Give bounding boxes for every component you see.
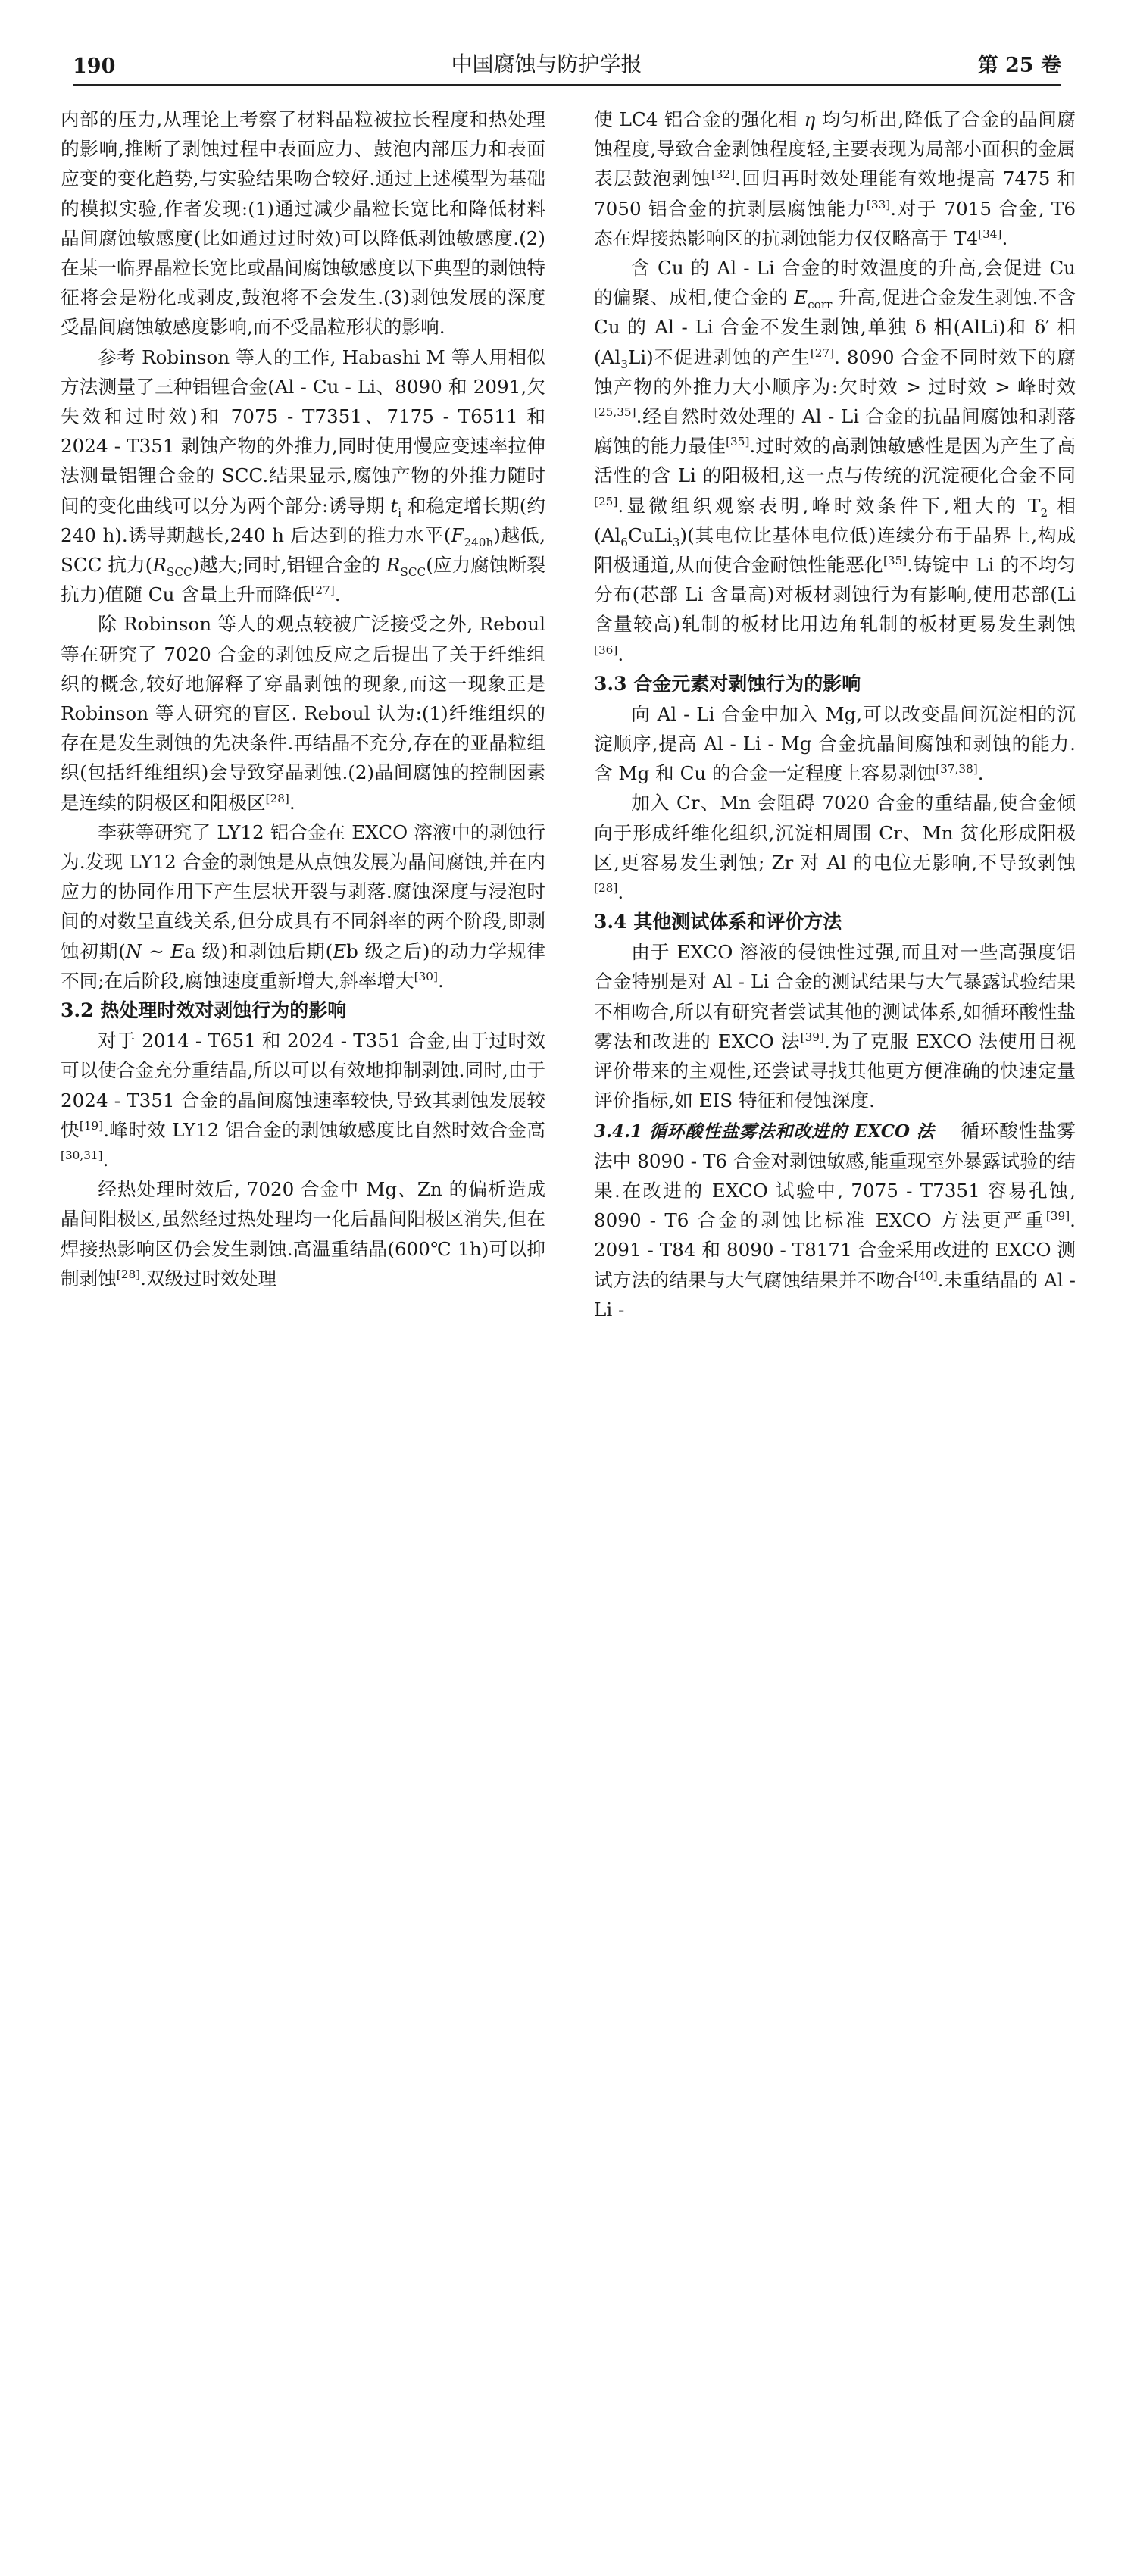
running-header	[73, 45, 1061, 86]
citation: [35]	[883, 553, 908, 567]
citation: [40]	[914, 1268, 938, 1283]
citation: [35]	[726, 435, 750, 449]
citation: [19]	[79, 1118, 104, 1133]
paragraph: 内部的压力,从理论上考察了材料晶粒被拉长程度和热处理的影响,推断了剥蚀过程中表面应力、鼓泡内部压力和表面应变的变化趋势,与实验结果吻合较好.通过上述模型为基础的模拟实验,作者发现:(1)通过减少晶粒长宽比和降低材料晶间腐蚀敏感度(比如通过过时效)可以降低剥蚀敏感度.(2)在某一临界晶粒长宽比或晶间腐蚀敏感度以下典型的剥蚀特征将会是粉化或剥皮,鼓泡将不会发生.(3)剥蚀发展的深度受晶间腐蚀敏感度影响,而不受晶粒形状的影响.	[61, 108, 545, 339]
citation: [37,38]	[936, 762, 978, 777]
section-heading: 3.4 其他测试体系和评价方法	[594, 911, 842, 933]
citation: [39]	[1045, 1208, 1070, 1223]
paragraph: 经热处理时效后, 7020 合金中 Mg、Zn 的偏析造成晶间阳极区,虽然经过热处理均一化后晶间阳极区消失,但在焊接热影响区仍会发生剥蚀.高温重结晶(600℃ 1h)可以抑制剥蚀[28].双级过时效处理	[61, 1178, 545, 1290]
paragraph: 除 Robinson 等人的观点较被广泛接受之外, Reboul 等在研究了 7020 合金的剥蚀反应之后提出了关于纤维组织的概念,较好地解释了穿晶剥蚀的现象,而这一现象正是 Robinson 等人研究的盲区. Reboul 认为:(1)纤维组织的存在是发生剥蚀的先决条件.再结晶不充分,存在的亚晶粒组织(包括纤维组织)会导致穿晶剥蚀.(2)晶间腐蚀的控制因素是连续的阴极区和阳极区[28].	[61, 613, 545, 814]
section-heading: 3.3 合金元素对剥蚀行为的影响	[594, 672, 861, 695]
volume-label: 第 25 卷	[977, 54, 1061, 77]
citation: [28]	[265, 791, 289, 805]
paragraph: 李荻等研究了 LY12 铝合金在 EXCO 溶液中的剥蚀行为.发现 LY12 合金的剥蚀是从点蚀发展为晶间腐蚀,并在内应力的协同作用下产生层状开裂与剥落.腐蚀深度与浸泡时间的对数呈直线关系,但分成具有不同斜率的两个阶段,即剥蚀初期(N ~ Ea 级)和剥蚀后期(Eb 级之后)的动力学规律不同;在后阶段,腐蚀速度重新增大,斜率增大[30].	[61, 821, 545, 992]
citation: [25]	[594, 494, 618, 508]
paragraph: 加入 Cr、Mn 会阻碍 7020 合金的重结晶,使合金倾向于形成纤维化组织,沉淀相周围 Cr、Mn 贫化形成阳极区,更容易发生剥蚀; Zr 对 Al 的电位无影响,不导致剥蚀[28].	[594, 792, 1076, 904]
left-column	[61, 105, 545, 1293]
citation: [39]	[800, 1030, 824, 1044]
section-heading: 3.2 热处理时效对剥蚀行为的影响	[61, 999, 347, 1022]
page-number: 190	[73, 55, 116, 78]
citation: [36]	[594, 642, 618, 657]
citation: [30]	[414, 969, 438, 983]
citation: [25,35]	[594, 405, 636, 419]
journal-title: 中国腐蚀与防护学报	[451, 52, 642, 77]
paragraph: 含 Cu 的 Al - Li 合金的时效温度的升高,会促进 Cu 的偏聚、成相,使合金的 $E_{corr}$ 升高,促进合金发生剥蚀.不含 Cu 的 Al - Li 合金不发生剥蚀,单独 δ 相(AlLi)和 δ′ 相$(Al_3Li)$不促进剥蚀的产生[27]. 8090 合金不同时效下的腐蚀产物的外推力大小顺序为:欠时效 > 过时效 > 峰时效[25,35].经自然时效处理的 Al - Li 合金的抗晶间腐蚀和剥落腐蚀的能力最佳[35].过时效的高剥蚀敏感性是因为产生了高活性的含 Li 的阳极相,这一点与传统的沉淀硬化合金不同[25].显微组织观察表明,峰时效条件下,粗大的 $T_2$ 相$(Al_6CuLi_3)$(其电位比基体电位低)连续分布于晶界上,构成阳极通道,从而使合金耐蚀性能恶化[35].铸锭中 Li 的不均匀分布(芯部 Li 含量高)对板材剥蚀行为有影响,使用芯部(Li 含量较高)轧制的板材比用边角轧制的板材更易发生剥蚀[36].	[594, 257, 1076, 665]
citation: [28]	[594, 880, 618, 895]
right-column: 使 LC4 铝合金的强化相 η 均匀析出,降低了合金的晶间腐蚀程度,导致合金剥蚀程度轻,主要表现为局部小面积的金属表层鼓泡剥蚀[32].回归再时效处理能有效地提高 7475 和 7050 铝合金的抗剥层腐蚀能力[33].对于 7015 合金, T6 态在焊接热影响区的抗剥蚀能力仅仅略高于 T4[34]. 含 Cu 的 Al - Li 合金的时效温度的升高,会促进 Cu 的偏聚、成相,使合金的 $E_{corr}$ 升高,促进合金发生剥蚀.不含 Cu 的 Al - Li 合金不发生剥蚀,单独 δ 相(AlLi)和 δ′ 相$(Al_3Li)$不促进剥蚀的产生[27]. 8090 合金不同时效下的腐蚀产物的外推力大小顺序为:欠时效 > 过时效 > 峰时效[25,35].经自然时效处理的 Al - Li 合金的抗晶间腐蚀和剥落腐蚀的能力最佳[35].过时效的高剥蚀敏感性是因为产生了高活性的含 Li 的阳极相,这一点与传统的沉淀硬化合金不同[25].显微组织观察表明,峰时效条件下,粗大的 $T_2$ 相$(Al_6CuLi_3)$(其电位比基体电位低)连续分布于晶界上,构成阳极通道,从而使合金耐蚀性能恶化[35].铸锭中 Li 的不均匀分布(芯部 Li 含量高)对板材剥蚀行为有影响,使用芯部(Li 含量较高)轧制的板材比用边角轧制的板材更易发生剥蚀[36]. 3.3 合金元素对剥蚀行为的影响 向 Al - Li 合金中加入 Mg,可以改变晶间沉淀相的沉淀顺序,提高 Al - Li - Mg 合金抗晶间腐蚀和剥蚀的能力.含 Mg 和 Cu 的合金一定程度上容易剥蚀[37,38]. 加入 Cr、Mn 会阻碍 7020 合金的重结晶,使合金倾向于形成纤维化组织,沉淀相周围 Cr、Mn 贫化形成阳极区,更容易发生剥蚀; Zr 对 Al 的电位无影响,不导致剥蚀[28]. 3.4 其他测试体系和评价方法 由于 EXCO 溶液的侵蚀性过强,而且对一些高强度铝合金特别是对 Al - Li 合金的测试结果与大气暴露试验结果不相吻合,所以有研究者尝试其他的测试体系,如循环酸性盐雾法和改进的 EXCO 法[39].为了克服 EXCO 法使用目视评价带来的主观性,还尝试寻找其他更方便准确的快速定量评价指标,如 EIS 特征和侵蚀深度. 3.4.1 循环酸性盐雾法和改进的 EXCO 法 循环酸性盐雾法中 8090 - T6 合金对剥蚀敏感,能重现室外暴露试验的结果.在改进的 EXCO 试验中, 7075 - T7351 容易孔蚀, 8090 - T6 合金的剥蚀比标准 EXCO 方法更严重[39]. 2091 - T84 和 8090 - T8171 合金采用改进的 EXCO 测试方法的结果与大气腐蚀结果并不吻合[40].未重结晶的 Al - Li -	[594, 105, 1076, 1324]
paragraph: 使 LC4 铝合金的强化相 η 均匀析出,降低了合金的晶间腐蚀程度,导致合金剥蚀程度轻,主要表现为局部小面积的金属表层鼓泡剥蚀[32].回归再时效处理能有效地提高 7475 和 7050 铝合金的抗剥层腐蚀能力[33].对于 7015 合金, T6 态在焊接热影响区的抗剥蚀能力仅仅略高于 T4[34].	[594, 108, 1076, 249]
paragraph: 向 Al - Li 合金中加入 Mg,可以改变晶间沉淀相的沉淀顺序,提高 Al - Li - Mg 合金抗晶间腐蚀和剥蚀的能力.含 Mg 和 Cu 的合金一定程度上容易剥蚀[37,38].	[594, 702, 1076, 785]
citation: [34]	[978, 227, 1002, 241]
subsection-heading: 3.4.1 循环酸性盐雾法和改进的 EXCO 法	[594, 1121, 935, 1142]
citation: [33]	[866, 197, 891, 211]
citation: [27]	[810, 345, 835, 360]
citation: [30,31]	[61, 1148, 103, 1162]
citation: [27]	[311, 583, 335, 598]
paragraph: 参考 Robinson 等人的工作, Habashi M 等人用相似方法测量了三种铝锂合金(Al - Cu - Li、8090 和 2091,欠失效和过时效)和 7075 - T7351、7175 - T6511 和 2024 - T351 剥蚀产物的外推力,同时使用慢应变速率拉伸法测量铝锂合金的 SCC.结果显示,腐蚀产物的外推力随时间的变化曲线可以分为两个部分:诱导期 $t_i$ 和稳定增长期(约 240 h).诱导期越长,240 h 后达到的推力水平$(F_{240h})$越低, SCC 抗力$(R_{SCC})$越大;同时,铝锂合金的 $R_{SCC}$(应力腐蚀断裂抗力)值随 Cu 含量上升而降低[27].	[61, 345, 546, 606]
citation: [32]	[711, 167, 736, 182]
paragraph: 对于 2014 - T651 和 2024 - T351 合金,由于过时效可以使合金充分重结晶,所以可以有效地抑制剥蚀.同时,由于 2024 - T351 合金的晶间腐蚀速率较快,导致其剥蚀发展较快[19].峰时效 LY12 铝合金的剥蚀敏感度比自然时效合金高[30,31].	[61, 1030, 545, 1171]
paragraph: 由于 EXCO 溶液的侵蚀性过强,而且对一些高强度铝合金特别是对 Al - Li 合金的测试结果与大气暴露试验结果不相吻合,所以有研究者尝试其他的测试体系,如循环酸性盐雾法和改进的 EXCO 法[39].为了克服 EXCO 法使用目视评价带来的主观性,还尝试寻找其他更方便准确的快速定量评价指标,如 EIS 特征和侵蚀深度.	[594, 941, 1076, 1112]
citation: [28]	[116, 1267, 141, 1281]
